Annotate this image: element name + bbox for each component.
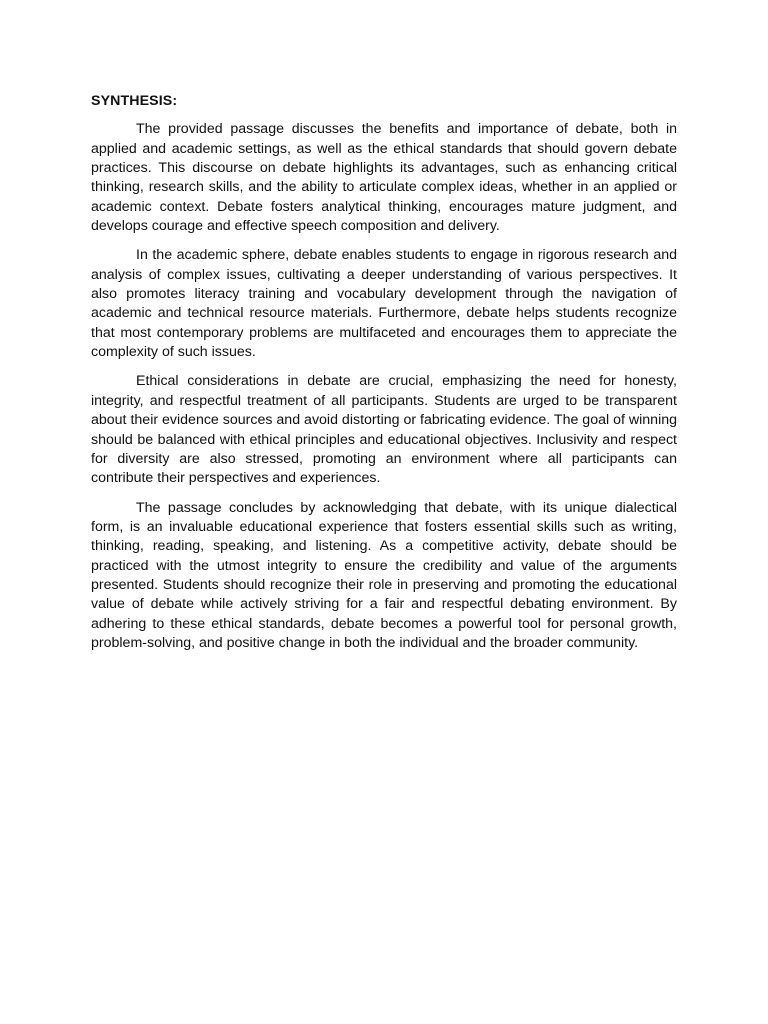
paragraph-ethics: Ethical considerations in debate are crucial, emphasizing the need for honesty, integrity, and respectful treatment of all participants. Students are urged to be transparent about their evidence sources and avoid distorting or fabricating evidence. The goal of winning should be balanced with ethical principles and educational objectives. Inclusivity and respect for diversity are also stressed, promoting an environment where all participants can contribute their perspectives and experiences. (91, 373, 677, 487)
document-body (91, 92, 677, 663)
paragraph-academic: In the academic sphere, debate enables students to engage in rigorous research and analysis of complex issues, cultivating a deeper understanding of various perspectives. It also promotes literacy training and vocabulary development through the navigation of academic and technical resource materials. Furthermore, debate helps students recognize that most contemporary problems are multifaceted and encourages them to appreciate the complexity of such issues. (91, 247, 677, 361)
section-heading: SYNTHESIS: (91, 93, 178, 109)
paragraph-conclusion: The passage concludes by acknowledging that debate, with its unique dialectical form, is an invaluable educational experience that fosters essential skills such as writing, thinking, reading, speaking, and listening. As a competitive activity, debate should be practiced with the utmost integrity to ensure the credibility and value of the arguments presented. Students should recognize their role in preserving and promoting the educational value of debate while actively striving for a fair and respectful debating environment. By adhering to these ethical standards, debate becomes a powerful tool for personal growth, problem-solving, and positive change in both the individual and the broader community. (91, 499, 677, 651)
paragraph-intro: The provided passage discusses the benefits and importance of debate, both in applied and academic settings, as well as the ethical standards that should govern debate practices. This discourse on debate highlights its advantages, such as enhancing critical thinking, research skills, and the ability to articulate complex ideas, whether in an applied or academic context. Debate fosters analytical thinking, encourages mature judgment, and develops courage and effective speech composition and delivery. (91, 121, 677, 235)
